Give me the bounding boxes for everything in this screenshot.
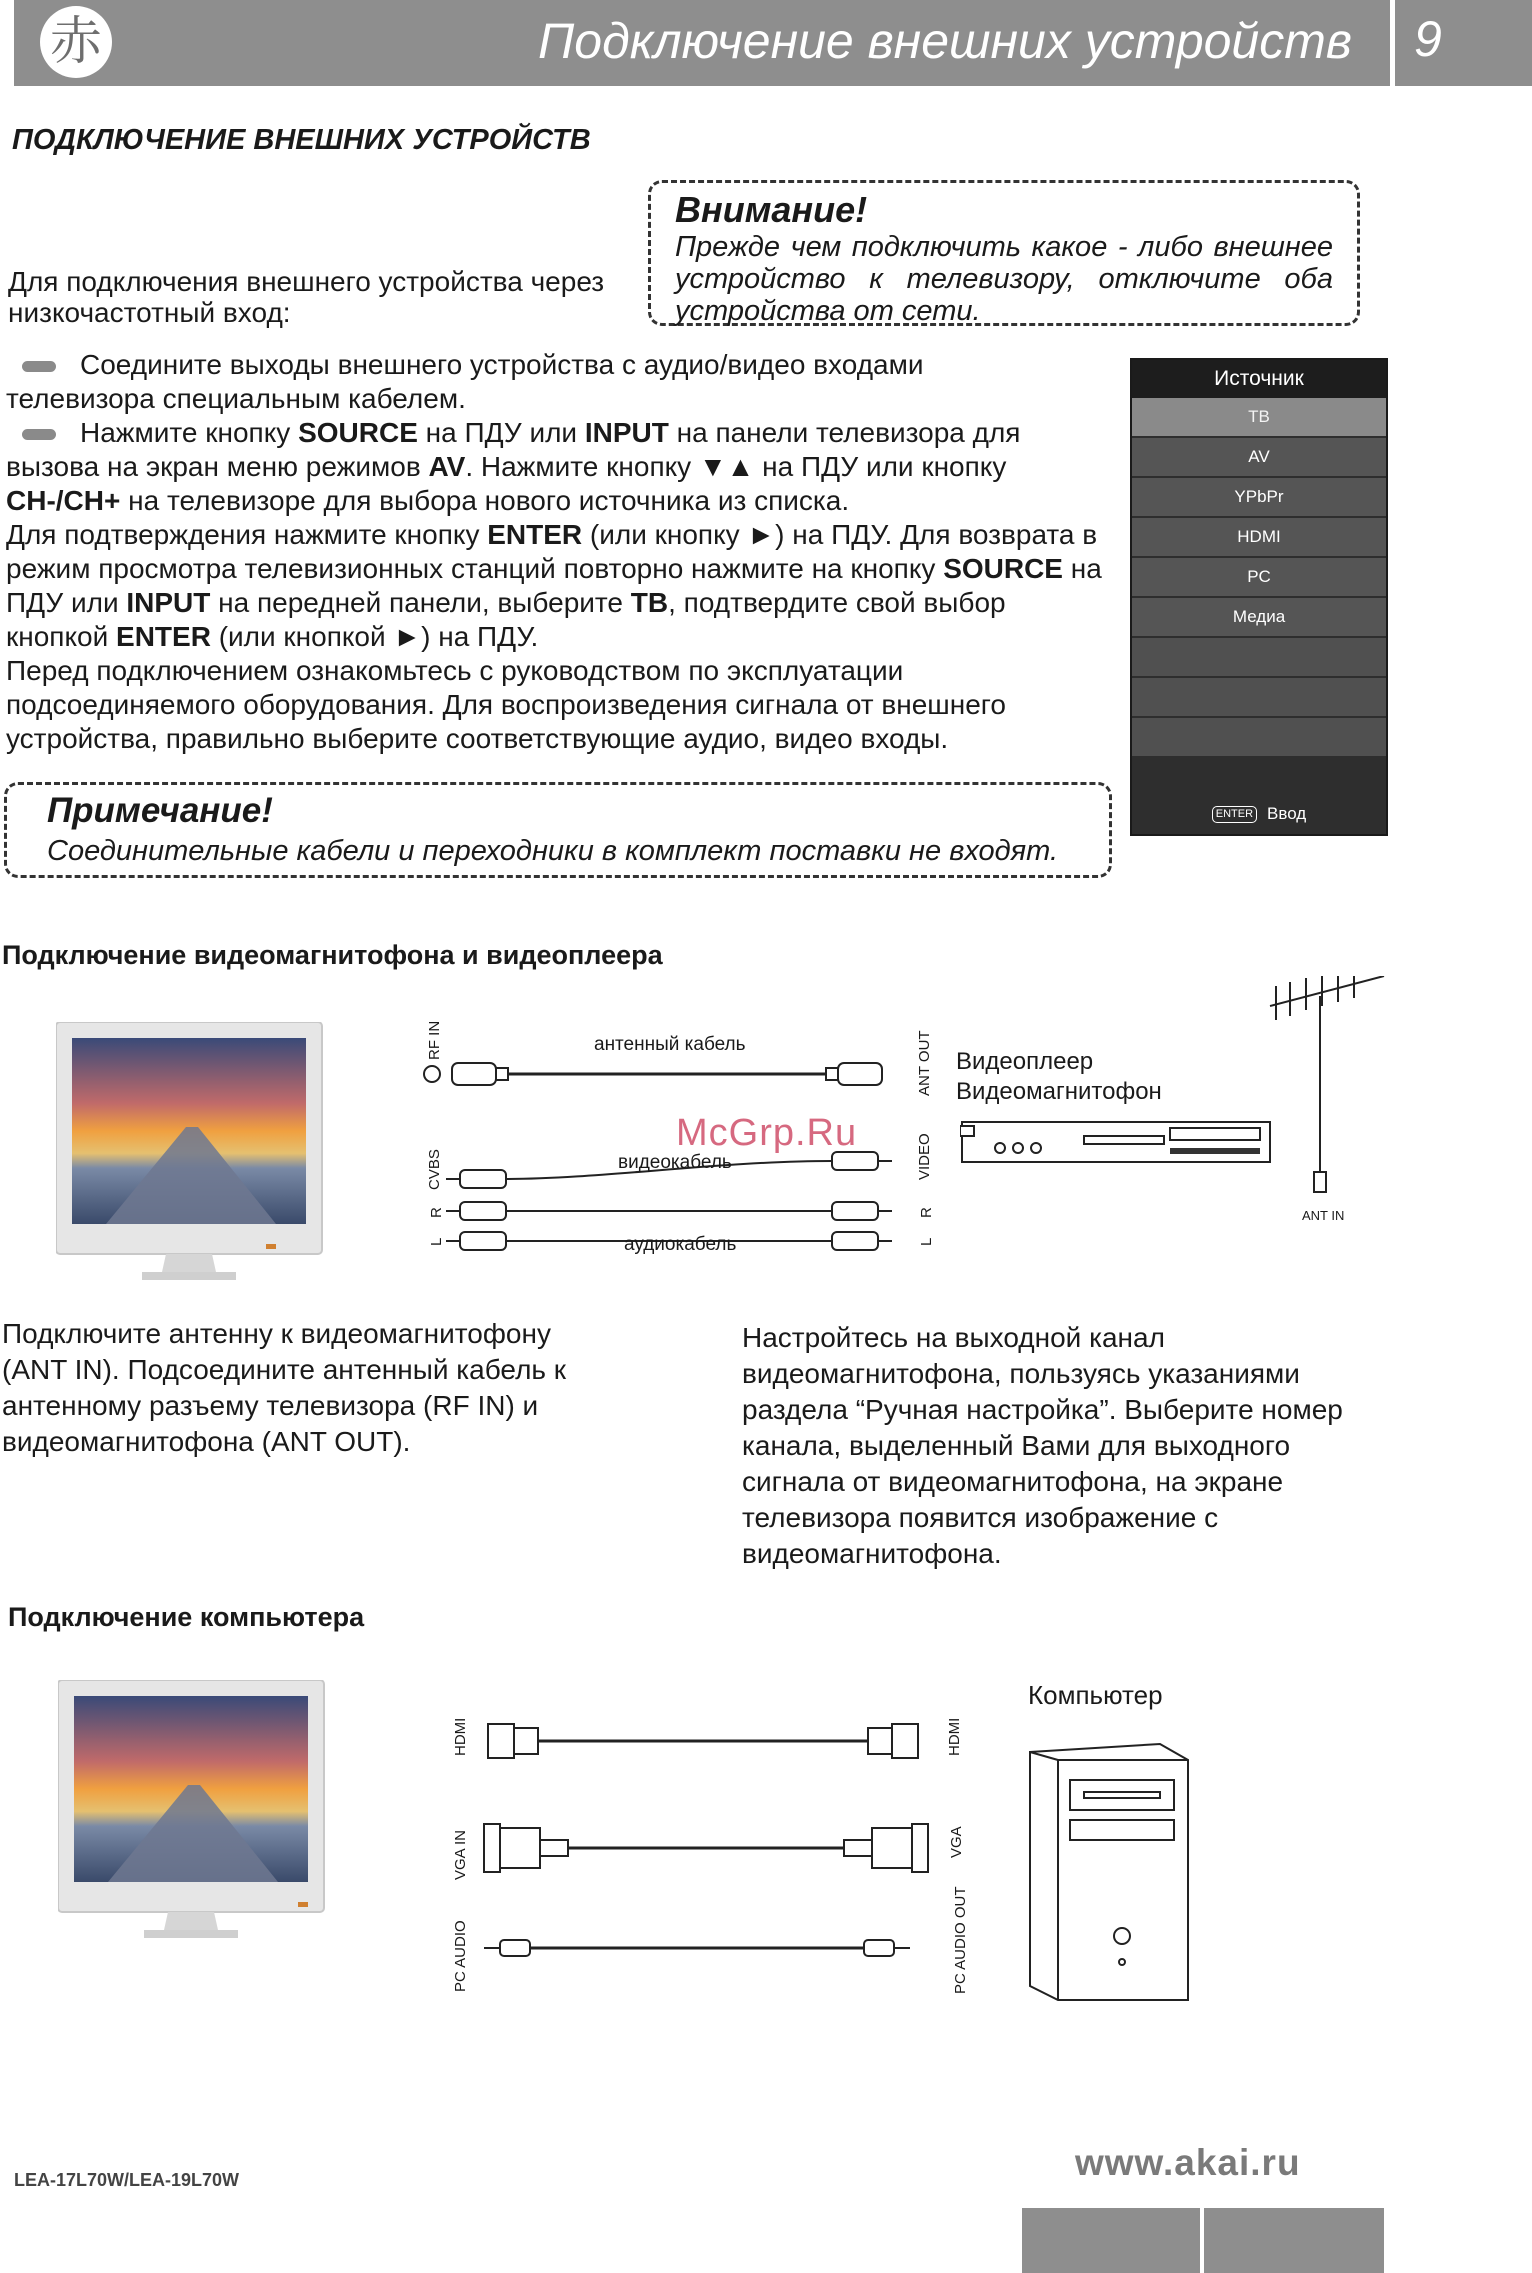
cvbs-label: CVBS (426, 1149, 443, 1190)
computer-label: Компьютер (1028, 1680, 1163, 1710)
source-item-av[interactable]: AV (1132, 438, 1386, 476)
device-label-player: Видеоплеер (956, 1048, 1094, 1075)
enter-key-icon: ENTER (1212, 806, 1257, 823)
vcr-section-title: Подключение видеомагнитофона и видеоплеера (2, 940, 663, 970)
footer-bar (1204, 2208, 1384, 2273)
header-title: Подключение внешних устройств (538, 13, 1352, 69)
bullet-icon (22, 429, 56, 440)
rf-in-label: RF IN (426, 1020, 443, 1060)
source-item-pc[interactable]: PC (1132, 558, 1386, 596)
antenna-cable-label: антенный кабель (594, 1034, 746, 1055)
brand-logo: 赤 (40, 6, 112, 78)
source-menu-title: Источник (1132, 360, 1386, 398)
ant-in-label: ANT IN (1302, 1208, 1345, 1223)
antenna-icon (1270, 976, 1384, 1192)
source-item-ypbpr[interactable]: YPbPr (1132, 478, 1386, 516)
source-menu-footer (1132, 794, 1386, 834)
pc-section-title: Подключение компьютера (8, 1602, 365, 1632)
source-item-empty (1132, 678, 1386, 716)
video-label: VIDEO (916, 1133, 933, 1180)
vga-in-label: VGA IN (452, 1829, 469, 1880)
source-item-empty (1132, 718, 1386, 756)
r-label-left: R (428, 1207, 445, 1218)
source-item-tv[interactable]: ТВ (1132, 398, 1386, 436)
audio-cable-label: аудиокабель (624, 1234, 737, 1255)
source-item-hdmi[interactable]: HDMI (1132, 518, 1386, 556)
pc-cables-diagram (470, 1700, 950, 1970)
vga-label: VGA (948, 1826, 965, 1858)
intro-text: Для подключения внешнего устройства через низкочастотный вход: (8, 266, 605, 328)
source-item-empty (1132, 638, 1386, 676)
pc-audio-out-label: PC AUDIO OUT (952, 1886, 969, 1994)
enter-label: Ввод (1267, 804, 1307, 823)
tv-monitor-illustration (56, 1022, 326, 1288)
hdmi-label-left: HDMI (452, 1717, 469, 1756)
vcr-paragraph-left: Подключите антенну к видеомагнитофону (ANT IN). Подсоедините антенный кабель к антенному разъему телевизора (RF IN) и видеомагнитофона (ANT OUT). (2, 1318, 567, 1457)
section-title: ПОДКЛЮЧЕНИЕ ВНЕШНИХ УСТРОЙСТВ (12, 124, 591, 156)
note-box (4, 782, 1112, 878)
tv-monitor-illustration-2 (58, 1680, 328, 1946)
warning-text: Прежде чем подключить какое - либо внешнее устройство к телевизору, отключите оба устройства от сети. (675, 231, 1333, 327)
source-menu (1130, 358, 1388, 836)
bullet-icon (22, 361, 56, 372)
page-number: 9 (1414, 11, 1442, 67)
device-label-vcr: Видеомагнитофон (956, 1078, 1162, 1105)
watermark: McGrp.Ru (676, 1112, 858, 1154)
instruction-bullet-2: Нажмите кнопку SOURCE на ПДУ или INPUT на панели телевизора для вызова на экран меню режимов AV. Нажмите кнопку ▼▲ на ПДУ или кнопку CH-/CH+ на телевизоре для выбора нового источника из списка. (6, 417, 1021, 516)
ant-out-label: ANT OUT (916, 1030, 933, 1096)
instructions (6, 348, 1116, 756)
computer-tower-illustration (1024, 1740, 1194, 2006)
pc-audio-label: PC AUDIO (452, 1920, 469, 1992)
r-label-right: R (918, 1207, 935, 1218)
footer-bar (1022, 2208, 1200, 2273)
instruction-bullet-1: Соедините выходы внешнего устройства с аудио/видео входами телевизора специальным кабелем. (6, 349, 924, 414)
warning-title: Внимание! (675, 189, 868, 230)
vcr-paragraph-right: Настройтесь на выходной канал видеомагнитофона, пользуясь указаниями раздела “Ручная настройка”. Выберите номер канала, выделенный Вами для выходного сигнала от видеомагнитофона, на экране телевизора появится изображение с видеомагнитофона. (742, 1322, 1343, 1569)
instruction-paragraph-2: Перед подключением ознакомьтесь с руководством по эксплуатации подсоединяемого оборудования. Для воспроизведения сигнала от внешнего устройства, правильно выберите соответствующие аудио, видео входы. (6, 655, 1006, 754)
antenna-cable (424, 1063, 882, 1085)
video-cable-label: видеокабель (618, 1152, 732, 1173)
source-item-media[interactable]: Медиа (1132, 598, 1386, 636)
warning-box (648, 180, 1360, 326)
footer-model: LEA-17L70W/LEA-19L70W (14, 2170, 240, 2190)
l-label-left: L (428, 1237, 445, 1246)
instruction-paragraph-1: Для подтверждения нажмите кнопку ENTER (или кнопку ►) на ПДУ. Для возврата в режим просмотра телевизионных станций повторно нажмите на кнопку SOURCE на ПДУ или INPUT на передней панели, выберите ТВ, подтвердите свой выбор кнопкой ENTER (или кнопкой ►) на ПДУ. (6, 519, 1102, 652)
note-text: Соединительные кабели и переходники в комплект поставки не входят. (47, 835, 1059, 867)
vcr-device-illustration (960, 976, 1390, 1226)
hdmi-label-right: HDMI (946, 1717, 963, 1756)
footer-site-link[interactable]: www.akai.ru (1075, 2142, 1301, 2183)
l-label-right: L (918, 1237, 935, 1246)
note-title: Примечание! (47, 791, 273, 830)
